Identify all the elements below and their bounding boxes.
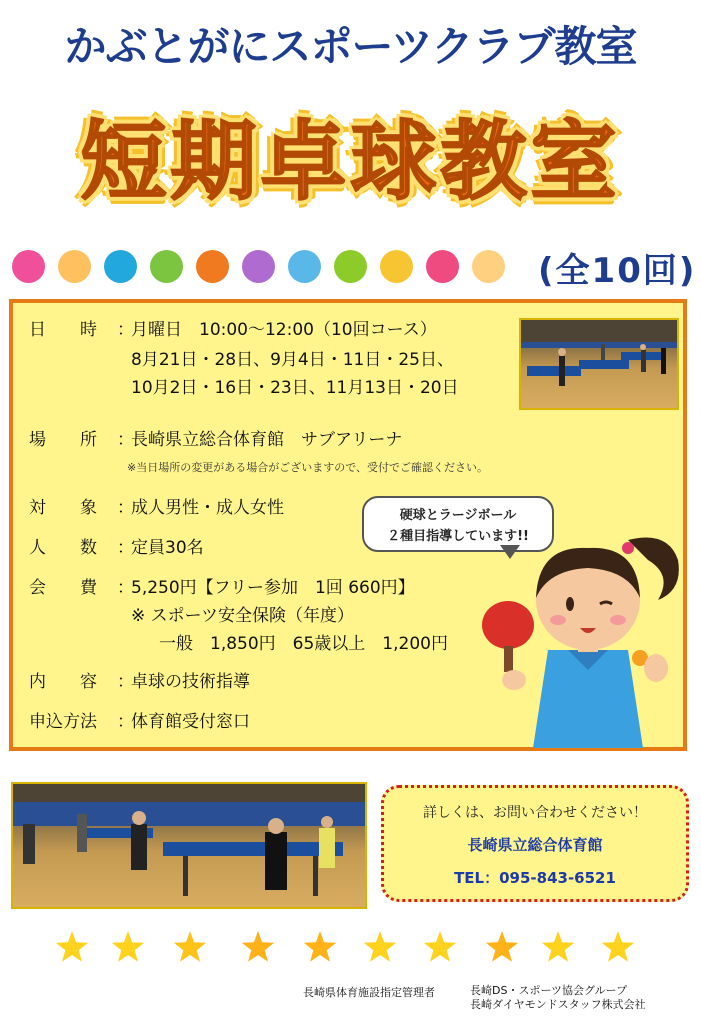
dot [150,250,183,283]
people-row [29,533,204,558]
contact-tel: TEL：095-843-6521 [454,869,616,887]
fee-row [29,573,415,598]
dot [58,250,91,283]
fee-label: 会 費 [29,578,97,598]
contact-intro: 詳しくは、お問い合わせください！ [423,805,647,821]
people-label: 人 数 [29,538,97,558]
colon: ： [117,320,134,340]
date-row [29,315,437,340]
table-tennis-photo-large [11,782,367,909]
star-icon [304,931,336,962]
people-value: 定員30名 [131,538,204,558]
star-icon [56,931,88,962]
table-tennis-photo-small [519,318,679,410]
star-icon [602,931,634,962]
contact-box [381,785,689,902]
speech-line-1: 硬球とラージボール [399,508,517,523]
dot [426,250,459,283]
dot [12,250,45,283]
star-icon [542,931,574,962]
star-icon [242,931,274,962]
place-row [29,425,402,450]
place-note: ※当日場所の変更がある場合がございますので、受付でご確認ください。 [127,461,488,474]
colon: ： [117,498,134,518]
date-label: 日 時 [29,320,97,340]
target-label: 対 象 [29,498,97,518]
content-label: 内 容 [29,672,97,692]
colon: ： [117,672,134,692]
fee-value: 5,250円【フリー参加 1回 660円】 [131,578,415,598]
star-icon [486,931,518,962]
dot [380,250,413,283]
footer-manager-label: 長崎県体育施設指定管理者 [303,986,435,999]
target-row [29,493,284,518]
content-value: 卓球の技術指導 [131,672,250,692]
colon: ： [117,538,134,558]
date-value: 月曜日 10:00～12:00（10回コース） [131,320,437,340]
dot [196,250,229,283]
dot [242,250,275,283]
session-count-badge: (全10回) [538,243,696,292]
place-label: 場 所 [29,430,97,450]
colon: ： [117,430,134,450]
date-line-3: 10月2日・16日・23日、11月13日・20日 [131,378,459,398]
place-value: 長崎県立総合体育館 サブアリーナ [131,430,403,450]
star-icon [112,931,144,962]
star-icon [424,931,456,962]
contact-venue: 長崎県立総合体育館 [467,836,603,854]
decorative-stars [0,930,701,970]
club-title: かぶとがにスポーツクラブ教室 [64,22,637,71]
photo-illustration [13,784,365,907]
footer-organization [470,984,646,1012]
colon: ： [117,712,134,732]
speech-line-2: ２種目指導しています!! [387,529,529,544]
date-line-2: 8月21日・28日、9月4日・11日・25日、 [131,350,454,370]
main-title: 短期卓球教室 [80,112,621,212]
dot [472,250,505,283]
apply-row [29,707,250,732]
dot [288,250,321,283]
apply-value: 体育館受付窓口 [131,712,250,732]
star-icon [364,931,396,962]
content-row [29,667,250,692]
footer-company-name: 長崎ダイヤモンドスタッフ株式会社 [470,998,646,1011]
target-value: 成人男性・成人女性 [131,498,284,518]
fee-insurance: ※ スポーツ安全保険（年度） [131,606,354,626]
dot [334,250,367,283]
colon: ： [117,578,134,598]
apply-label: 申込方法 [29,712,97,732]
photo-illustration [521,320,677,408]
fee-insurance-prices: 一般 1,850円 65歳以上 1,200円 [159,634,448,654]
footer-group-name: 長崎DS・スポーツ協会グループ [470,984,628,997]
girl-player-illustration [478,520,688,748]
star-icon [174,931,206,962]
dot [104,250,137,283]
